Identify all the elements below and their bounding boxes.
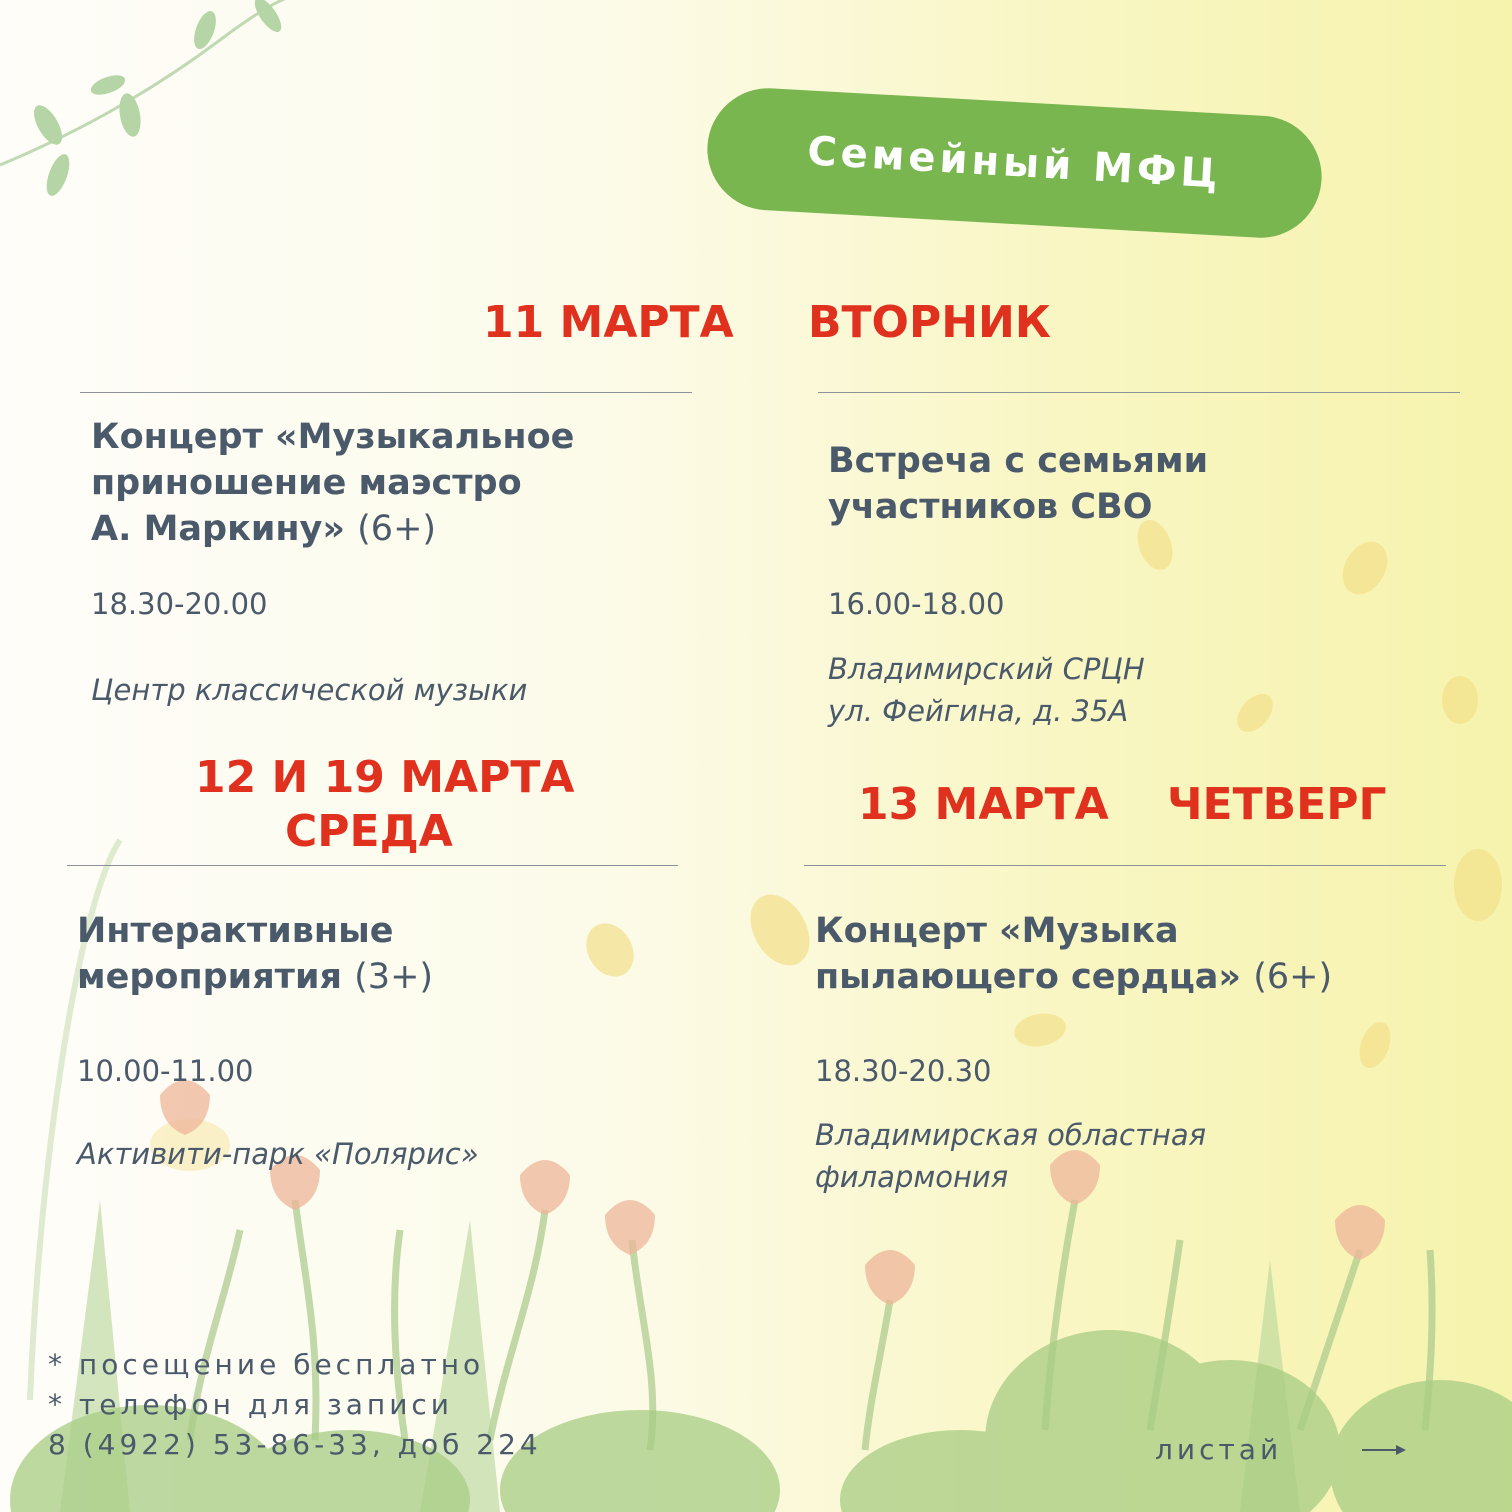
age-label: (3+) — [354, 957, 434, 997]
event-place: Центр классической музыки — [91, 673, 528, 707]
day2-weekday: СРЕДА — [285, 806, 453, 857]
swipe-label[interactable]: листай — [1155, 1433, 1283, 1466]
event-place: Владимирская областная филармония — [815, 1118, 1207, 1194]
event-time: 18.30-20.00 — [91, 587, 268, 621]
footer-note: * посещение бесплатно * телефон для записи 8 (4922) 53-86-33, доб 224 — [48, 1348, 542, 1461]
divider — [818, 392, 1460, 393]
day1-date: 11 МАРТА — [483, 297, 734, 348]
day1-weekday: ВТОРНИК — [808, 297, 1051, 348]
event-place: Активити-парк «Полярис» — [77, 1137, 479, 1171]
day2-date: 12 И 19 МАРТА — [195, 752, 575, 803]
event-time: 10.00-11.00 — [77, 1054, 254, 1088]
leaf-branch — [0, 0, 310, 199]
day3-date: 13 МАРТА — [858, 779, 1109, 830]
age-label: (6+) — [1253, 957, 1333, 997]
event-place: Владимирский СРЦН ул. Фейгина, д. 35А — [828, 652, 1145, 728]
event-time: 18.30-20.30 — [815, 1054, 992, 1088]
divider — [67, 865, 678, 866]
event-title: Встреча с семьями участников СВО — [828, 441, 1209, 527]
divider — [80, 392, 692, 393]
divider — [804, 865, 1446, 866]
event-time: 16.00-18.00 — [828, 587, 1005, 621]
day3-weekday: ЧЕТВЕРГ — [1167, 779, 1387, 830]
event-title: Концерт «Музыка пылающего сердца» (6+) — [815, 911, 1333, 997]
arrow-right-icon[interactable] — [1362, 1432, 1408, 1468]
age-label: (6+) — [357, 509, 437, 549]
badge-label: Семейный МФЦ — [806, 128, 1223, 198]
event-title: Интерактивные мероприятия (3+) — [77, 911, 434, 997]
event-title: Концерт «Музыкальное приношение маэстро А. Маркину» (6+) — [91, 417, 575, 549]
